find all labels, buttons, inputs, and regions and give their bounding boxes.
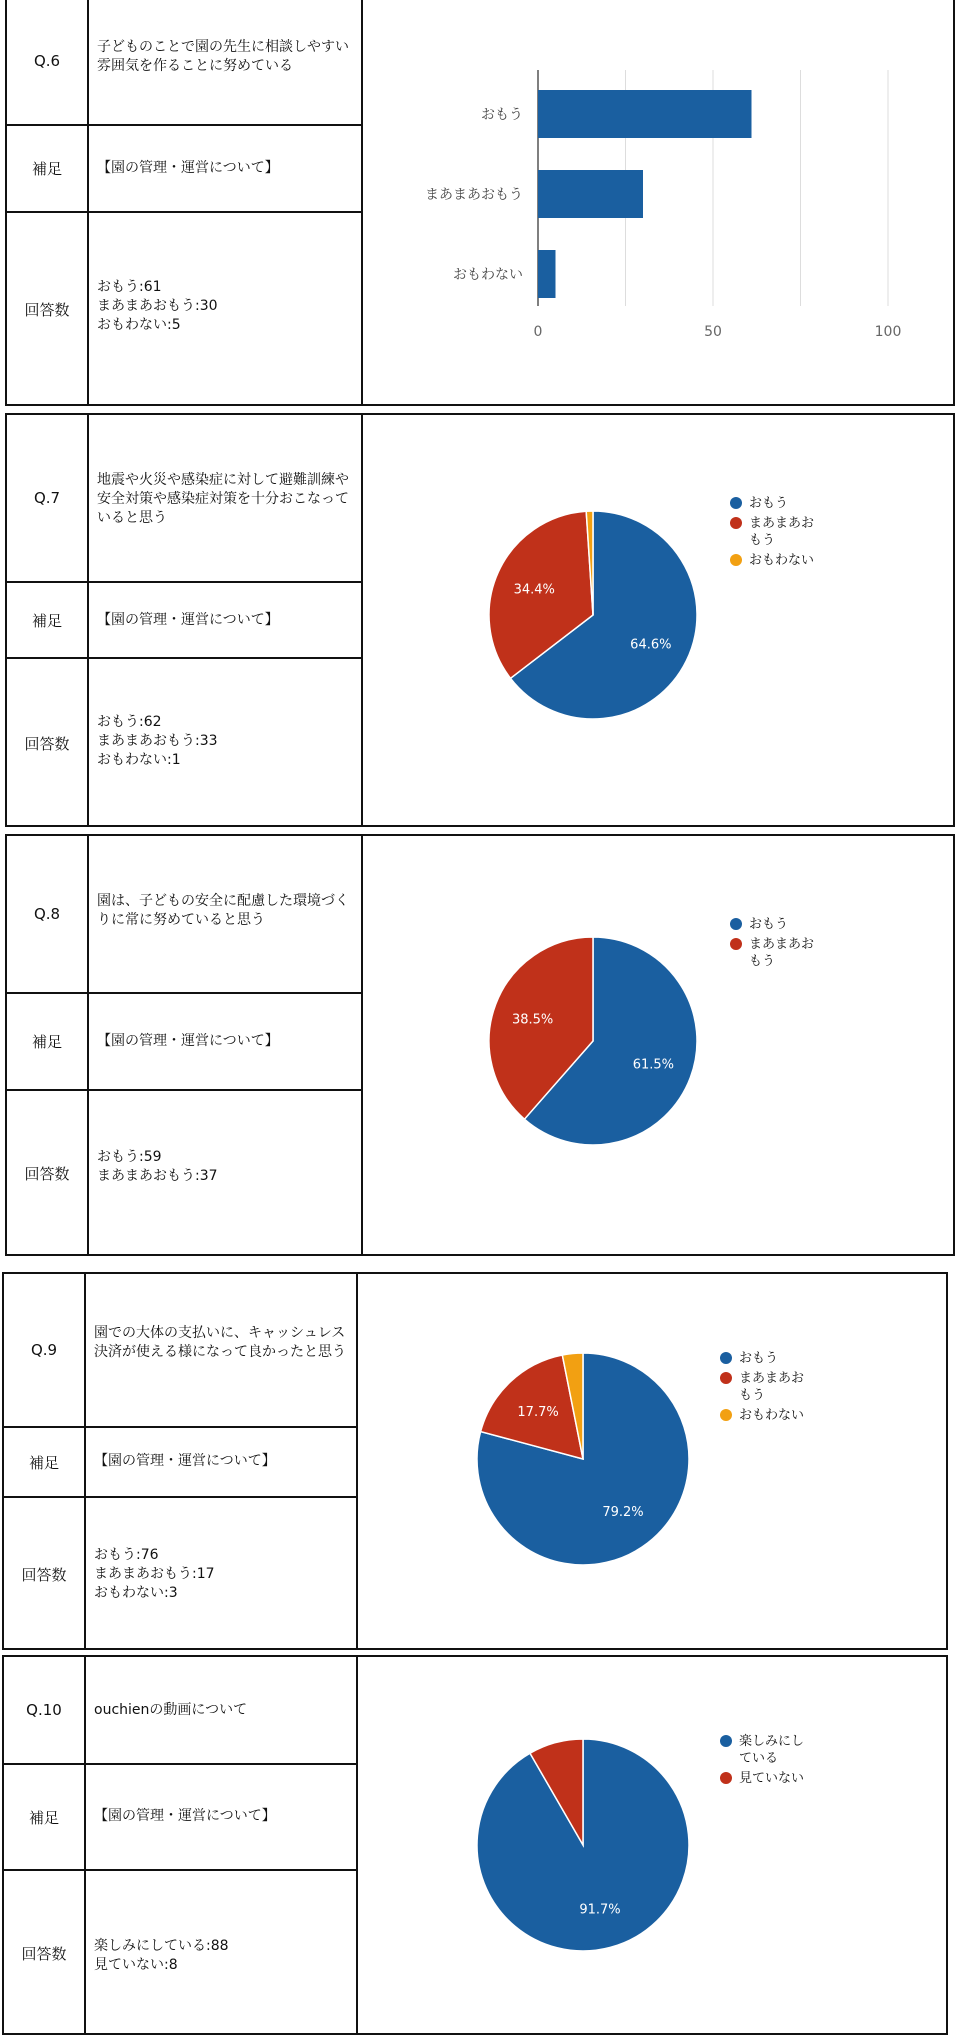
- answer-item: おもう:76: [94, 1547, 159, 1563]
- question-text: 地震や火災や感染症に対して避難訓練や安全対策や感染症対策を十分おこなっていると思う: [97, 472, 349, 526]
- question-text: 園は、子どもの安全に配慮した環境づくりに常に努めていると思う: [97, 893, 349, 928]
- question-text: ouchienの動画について: [94, 1702, 248, 1718]
- slice-label: 79.2%: [602, 1505, 644, 1521]
- bar-chart: [363, 0, 953, 404]
- question-number: Q.9: [30, 1341, 58, 1359]
- answer-item: まあまあおもう:17: [94, 1566, 215, 1582]
- bar: [538, 250, 556, 298]
- legend-item: [720, 1770, 840, 1787]
- question-number: Q.7: [33, 489, 61, 507]
- legend-item: [730, 552, 850, 569]
- answer-list: [89, 278, 361, 335]
- question-number: Q.6: [33, 52, 61, 70]
- legend-swatch: [730, 918, 742, 930]
- category-label: おもう: [481, 107, 523, 123]
- legend-label: おもう: [749, 917, 789, 932]
- hosoku-label: 補足: [28, 1453, 59, 1472]
- answer-count-label: 回答数: [21, 1944, 67, 1963]
- question-number: Q.10: [26, 1701, 62, 1719]
- legend-label: まあまあお もう: [749, 937, 815, 969]
- question-text: 子どものことで園の先生に相談しやすい雰囲気を作ることに努めている: [97, 39, 349, 74]
- slice-label: 91.7%: [579, 1902, 621, 1918]
- pie-chart: [358, 1657, 946, 2033]
- legend-item: [730, 515, 850, 549]
- q8-block: [5, 834, 955, 1256]
- answer-count-label: 回答数: [21, 1565, 67, 1584]
- legend-swatch: [730, 517, 742, 529]
- legend-label: おもわない: [749, 553, 815, 568]
- answer-item: おもう:62: [97, 714, 162, 730]
- chart-legend: [730, 916, 850, 973]
- legend-label: 見ていない: [739, 1771, 805, 1786]
- answer-item: 楽しみにしている:88: [94, 1938, 229, 1954]
- legend-label: 楽しみにし ている: [739, 1734, 805, 1766]
- legend-item: [720, 1733, 840, 1767]
- q7-block: [5, 413, 955, 827]
- bar: [538, 90, 752, 138]
- legend-swatch: [720, 1772, 732, 1784]
- answer-item: まあまあおもう:37: [97, 1168, 218, 1184]
- chart-legend: [720, 1733, 840, 1790]
- bar: [538, 170, 643, 218]
- answer-item: おもわない:3: [94, 1585, 178, 1601]
- answer-count-label: 回答数: [24, 734, 70, 753]
- hosoku-label: 補足: [28, 1808, 59, 1827]
- hosoku-label: 補足: [31, 611, 62, 630]
- answer-item: 見ていない:8: [94, 1957, 178, 1973]
- legend-item: [730, 916, 850, 933]
- legend-label: おもわない: [739, 1408, 805, 1423]
- legend-label: まあまあお もう: [749, 516, 815, 548]
- legend-item: [720, 1350, 840, 1367]
- hosoku-text: 【園の管理・運営について】: [97, 612, 279, 628]
- chart-legend: [720, 1350, 840, 1427]
- legend-swatch: [730, 938, 742, 950]
- slice-label: 17.7%: [517, 1405, 559, 1421]
- legend-swatch: [720, 1735, 732, 1747]
- hosoku-text: 【園の管理・運営について】: [94, 1808, 276, 1824]
- legend-swatch: [720, 1352, 732, 1364]
- hosoku-text: 【園の管理・運営について】: [94, 1453, 276, 1469]
- question-text: 園での大体の支払いに、キャッシュレス決済が使える様になって良かったと思う: [94, 1325, 346, 1360]
- answer-list: [86, 1937, 356, 1975]
- tick-label: 50: [704, 324, 722, 340]
- slice-label: 34.4%: [513, 582, 555, 598]
- answer-item: まあまあおもう:30: [97, 298, 218, 314]
- legend-item: [730, 495, 850, 512]
- answer-list: [86, 1546, 356, 1603]
- legend-swatch: [720, 1409, 732, 1421]
- q10-block: [2, 1655, 948, 2035]
- answer-count-label: 回答数: [24, 301, 70, 319]
- hosoku-label: 補足: [31, 1033, 62, 1051]
- category-label: おもわない: [453, 267, 523, 283]
- legend-swatch: [720, 1372, 732, 1384]
- hosoku-text: 【園の管理・運営について】: [97, 160, 279, 176]
- legend-swatch: [730, 497, 742, 509]
- answer-item: おもわない:5: [97, 317, 181, 333]
- hosoku-label: 補足: [31, 160, 62, 178]
- hosoku-text: 【園の管理・運営について】: [97, 1033, 279, 1049]
- q9-block: [2, 1272, 948, 1650]
- slice-label: 38.5%: [511, 1012, 554, 1028]
- legend-swatch: [730, 554, 742, 566]
- pie-chart: [358, 1274, 946, 1648]
- chart-legend: [730, 495, 850, 572]
- category-label: まあまあおもう: [425, 187, 523, 203]
- tick-label: 0: [533, 324, 543, 340]
- legend-label: まあまあお もう: [739, 1371, 805, 1403]
- pie-chart: [363, 415, 953, 825]
- answer-item: おもう:61: [97, 279, 162, 295]
- slice-label: 64.6%: [630, 637, 672, 653]
- tick-label: 100: [874, 324, 902, 340]
- legend-label: おもう: [739, 1351, 779, 1366]
- legend-item: [720, 1370, 840, 1404]
- answer-list: [89, 1148, 361, 1186]
- question-number: Q.8: [33, 905, 61, 923]
- answer-list: [89, 713, 361, 770]
- pie-chart: [363, 836, 953, 1254]
- answer-count-label: 回答数: [24, 1165, 70, 1183]
- legend-label: おもう: [749, 496, 789, 511]
- slice-label: 61.5%: [632, 1057, 675, 1073]
- q6-block: [5, 0, 955, 406]
- legend-item: [730, 936, 850, 970]
- answer-item: おもう:59: [97, 1149, 162, 1165]
- legend-item: [720, 1407, 840, 1424]
- answer-item: おもわない:1: [97, 752, 181, 768]
- answer-item: まあまあおもう:33: [97, 733, 218, 749]
